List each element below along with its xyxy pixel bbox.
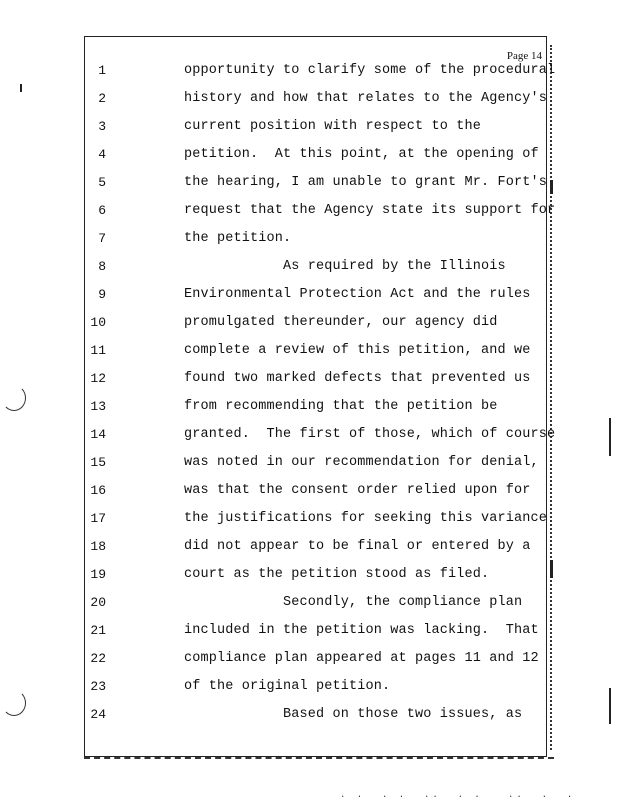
line-number: 15 [90,455,106,470]
line-number: 14 [90,427,106,442]
line-text: granted. The first of those, which of course [184,427,556,442]
line-number: 17 [90,511,106,526]
transcript-page-frame [84,36,547,757]
edge-speck [550,560,553,578]
margin-line-mark [609,688,611,724]
line-text: current position with respect to the [184,119,482,134]
line-text: included in the petition was lacking. That [184,623,539,638]
binder-hole-mark [2,690,26,716]
line-text: request that the Agency state its support for [184,203,556,218]
line-number: 8 [98,259,106,274]
line-text: complete a review of this petition, and we [184,343,531,358]
line-text: history and how that relates to the Agency's [184,91,548,106]
line-text: promulgated thereunder, our agency did [184,315,498,330]
line-number: 24 [90,707,106,722]
line-text: the petition. [184,231,292,246]
margin-line-mark [609,418,611,456]
line-number: 5 [98,175,106,190]
line-text: Based on those two issues, as [184,707,523,722]
line-number: 16 [90,483,106,498]
line-number: 2 [98,91,106,106]
line-number: 9 [98,287,106,302]
line-number: 7 [98,231,106,246]
line-text: petition. At this point, at the opening of [184,147,539,162]
line-text: compliance plan appeared at pages 11 and 12 [184,651,539,666]
edge-speck [550,180,553,194]
line-number: 6 [98,203,106,218]
line-text: court as the petition stood as filed. [184,567,490,582]
line-text: did not appear to be final or entered by a [184,539,531,554]
line-text: the hearing, I am unable to grant Mr. Fort's [184,175,548,190]
line-text: of the original petition. [184,679,391,694]
line-number: 18 [90,539,106,554]
line-text: opportunity to clarify some of the procedural [184,63,556,78]
line-text: Environmental Protection Act and the rules [184,287,531,302]
line-number: 3 [98,119,106,134]
line-text: was that the consent order relied upon for [184,483,531,498]
line-number: 1 [98,63,106,78]
footer-specks: . . . . .. . . .. . . [340,790,576,800]
binder-hole-mark [2,385,26,411]
line-number: 20 [90,595,106,610]
line-text: As required by the Illinois [184,259,506,274]
line-text: was noted in our recommendation for denial, [184,455,539,470]
line-number: 10 [90,315,106,330]
scan-speck [20,84,22,92]
line-number: 12 [90,371,106,386]
line-number: 22 [90,651,106,666]
line-number: 13 [90,399,106,414]
line-text: Secondly, the compliance plan [184,595,523,610]
line-number: 19 [90,567,106,582]
line-number: 23 [90,679,106,694]
line-number: 4 [98,147,106,162]
bottom-rule [84,757,554,763]
line-number: 21 [90,623,106,638]
line-text: from recommending that the petition be [184,399,498,414]
line-text: found two marked defects that prevented us [184,371,531,386]
line-number: 11 [90,343,106,358]
line-text: the justifications for seeking this variance [184,511,548,526]
page-number: Page 14 [506,50,542,62]
